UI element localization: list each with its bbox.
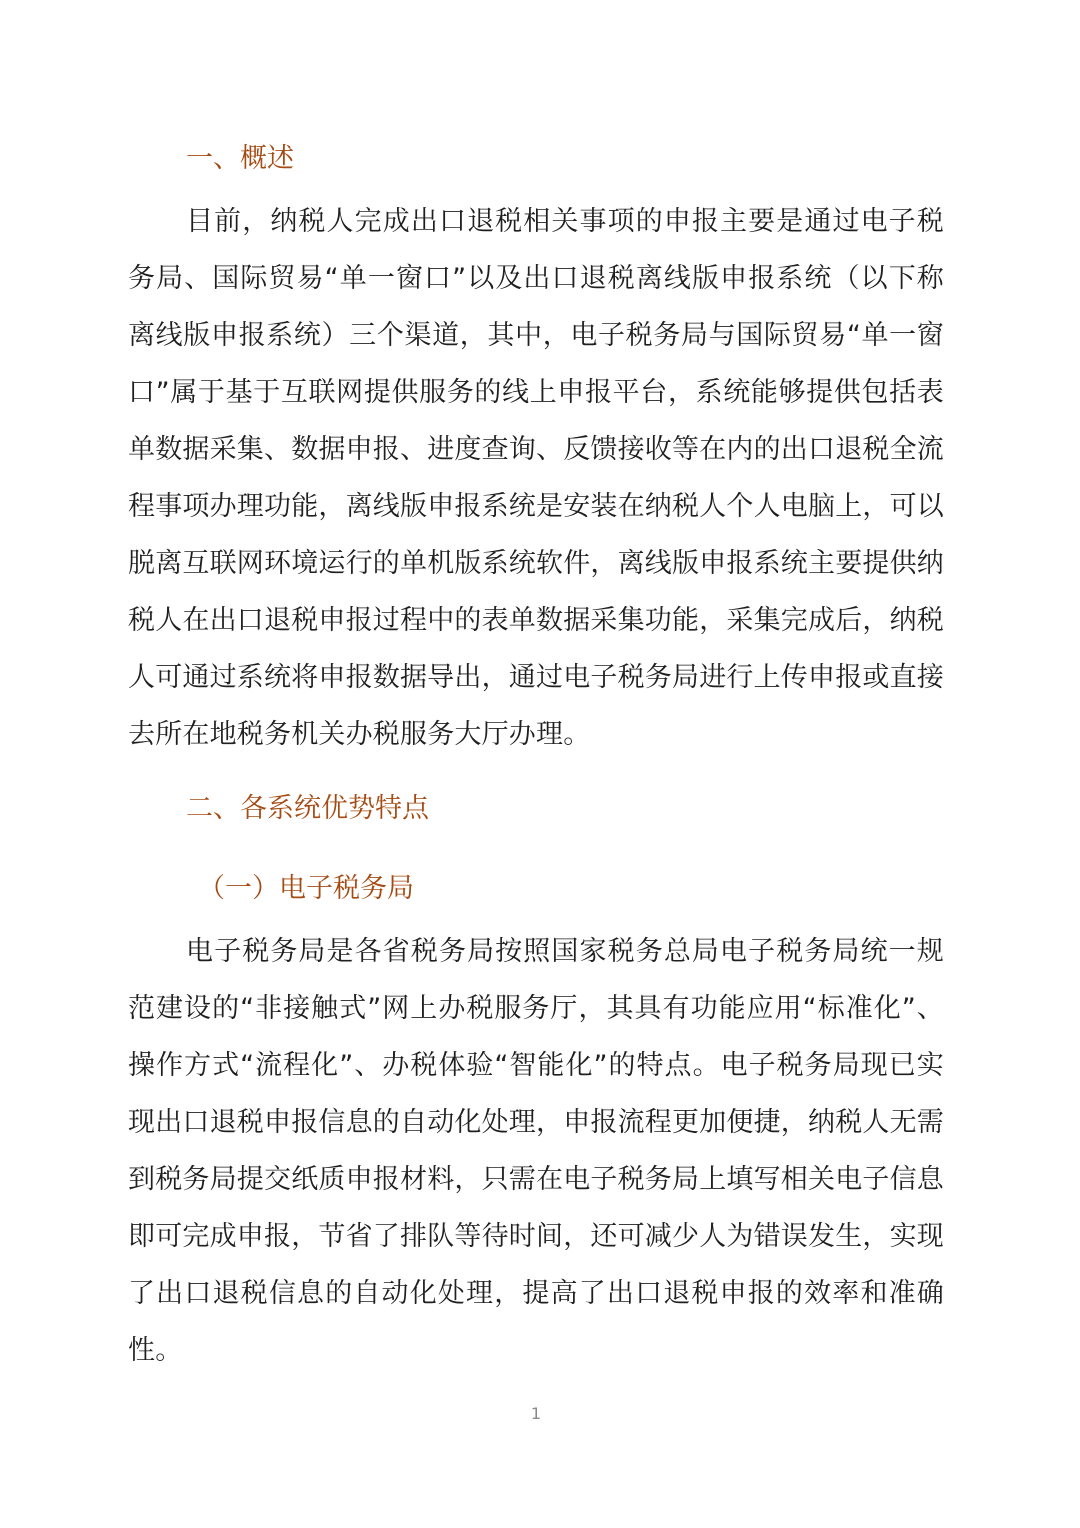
e-tax-bureau-paragraph: 电子税务局是各省税务局按照国家税务总局电子税务局统一规范建设的“非接触式”网上办税服务厅，其具有功能应用“标准化”、操作方式“流程化”、办税体验“智能化”的特点。电子税务局现已实现出口退税申报信息的自动化处理，申报流程更加便捷，纳税人无需到税务局提交纸质申报材料，只需在电子税务局上填写相关电子信息即可完成申报，节省了排队等待时间，还可减少人为错误发生，实现了出口退税信息的自动化处理，提高了出口退税申报的效率和准确性。 (128, 936, 944, 1366)
subsection-heading-e-tax-bureau: （一）电子税务局 (198, 873, 414, 904)
page-number: 1 (530, 1404, 542, 1423)
section-heading-overview: 一、概述 (186, 143, 294, 174)
overview-paragraph: 目前，纳税人完成出口退税相关事项的申报主要是通过电子税务局、国际贸易“单一窗口”以及出口退税离线版申报系统（以下称离线版申报系统）三个渠道，其中，电子税务局与国际贸易“单一窗口”属于基于互联网提供服务的线上申报平台，系统能够提供包括表单数据采集、数据申报、进度查询、反馈接收等在内的出口退税全流程事项办理功能，离线版申报系统是安装在纳税人个人电脑上，可以脱离互联网环境运行的单机版系统软件，离线版申报系统主要提供纳税人在出口退税申报过程中的表单数据采集功能，采集完成后，纳税人可通过系统将申报数据导出，通过电子税务局进行上传申报或直接去所在地税务机关办税服务大厅办理。 (128, 206, 944, 750)
section-heading-advantages: 二、各系统优势特点 (186, 793, 429, 824)
